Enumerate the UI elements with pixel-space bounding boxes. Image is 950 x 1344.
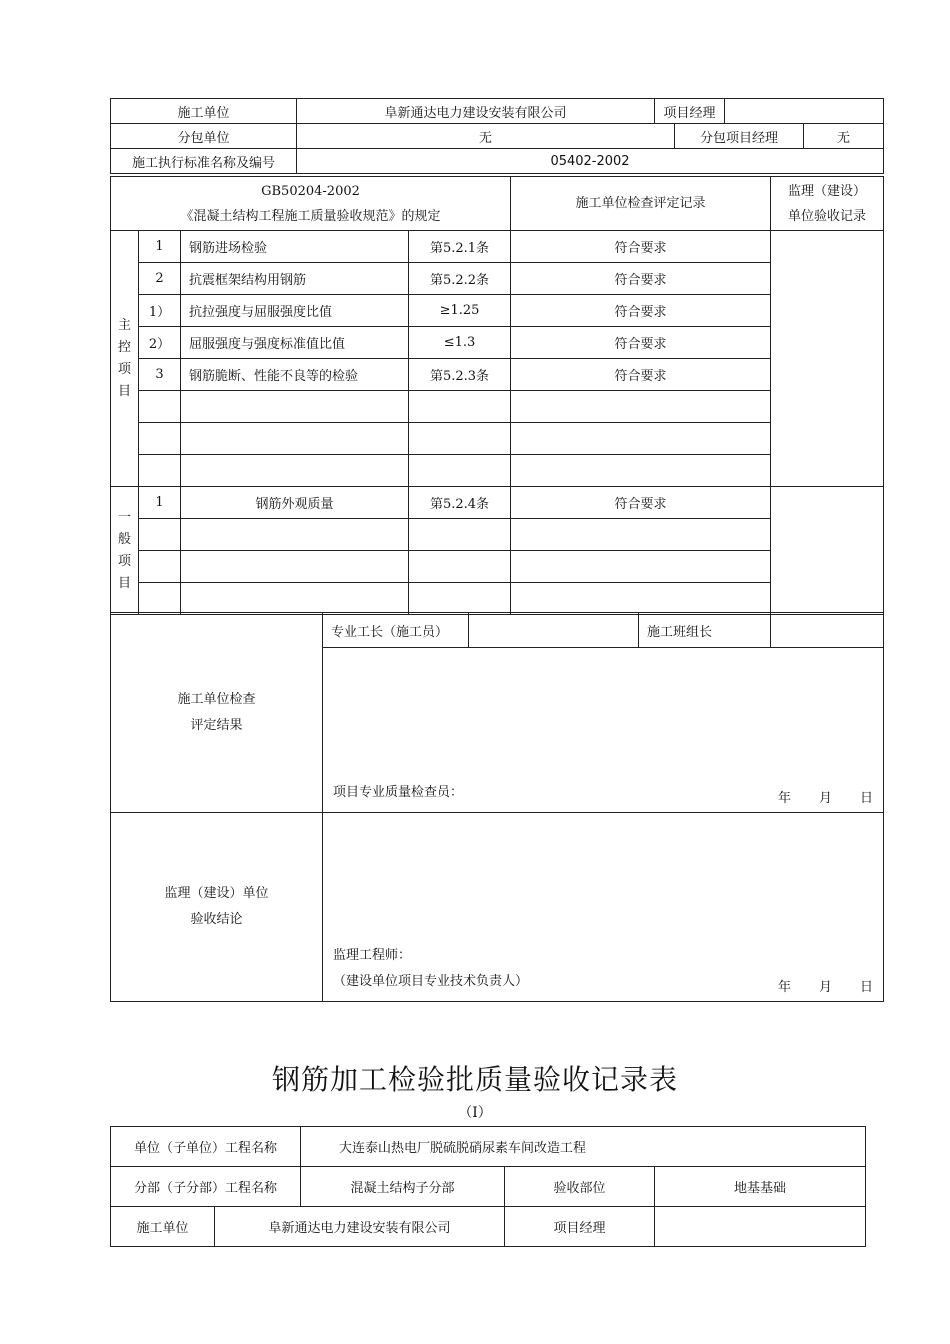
- item-result: 符合要求: [511, 295, 771, 327]
- group-char: 目: [117, 383, 131, 399]
- check-result-line1: 施工单位检查: [177, 691, 256, 707]
- location-value: 地基基础: [655, 1167, 866, 1207]
- item-clause: 第5.2.3条: [409, 359, 511, 391]
- item-name: 抗拉强度与屈服强度比值: [181, 295, 409, 327]
- item-name: 钢筋脆断、性能不良等的检验: [181, 359, 409, 391]
- table-row: [111, 359, 884, 391]
- item-name: 钢筋外观质量: [181, 487, 409, 519]
- foreman-value: [469, 613, 639, 648]
- item-name: 钢筋进场检验: [181, 231, 409, 263]
- item-clause: 第5.2.4条: [409, 487, 511, 519]
- supervisor-record-line2: 单位验收记录: [788, 208, 867, 224]
- table-row: [111, 263, 884, 295]
- table-row-empty: [111, 455, 884, 487]
- team-leader-value: [771, 613, 884, 648]
- supervisor-record-header: [771, 177, 884, 231]
- date-day: 日: [859, 980, 873, 995]
- group-char: 主: [117, 317, 131, 333]
- check-record-header: 施工单位检查评定记录: [511, 177, 771, 231]
- group-char: 项: [117, 553, 131, 569]
- part-value: 混凝土结构子分部: [301, 1167, 505, 1207]
- item-result: 符合要求: [511, 231, 771, 263]
- date-month: 月: [818, 980, 832, 995]
- engineer-label: 监理工程师：: [333, 948, 412, 963]
- group-char: 项: [117, 361, 131, 377]
- sub-pm-label: 分包项目经理: [675, 124, 804, 149]
- item-name: 抗震框架结构用钢筋: [181, 263, 409, 295]
- item-name: 屈服强度与强度标准值比值: [181, 327, 409, 359]
- table-row: [111, 327, 884, 359]
- table-row-empty: [111, 391, 884, 423]
- check-result-line2: 评定结果: [190, 717, 243, 733]
- item-clause: 第5.2.2条: [409, 263, 511, 295]
- table-row-empty: [111, 423, 884, 455]
- item-no: 1: [139, 487, 181, 519]
- second-form-subtitle: （Ⅰ）: [458, 1105, 492, 1121]
- spec-name: 《混凝土结构工程施工质量验收规范》的规定: [180, 208, 441, 224]
- check-result-content: [323, 648, 884, 813]
- header-table: [110, 98, 884, 174]
- location-label: 验收部位: [505, 1167, 655, 1207]
- item-clause: ≥1.25: [409, 295, 511, 327]
- std-value: 05402-2002: [297, 149, 884, 174]
- part-label: 分部（子分部）工程名称: [111, 1167, 301, 1207]
- group-char: 控: [117, 339, 131, 355]
- unit-label: 单位（子单位）工程名称: [111, 1127, 301, 1167]
- table-row-empty: [111, 519, 884, 551]
- supervisor-date: [750, 976, 873, 995]
- sub-pm-value: 无: [804, 124, 884, 149]
- main-items-group-label: [111, 231, 139, 487]
- table-row-empty: [111, 583, 884, 615]
- item-result: 符合要求: [511, 327, 771, 359]
- item-clause: ≤1.3: [409, 327, 511, 359]
- std-label: 施工执行标准名称及编号: [111, 149, 297, 174]
- signoff-table: [110, 612, 884, 1002]
- sub-value: 无: [297, 124, 675, 149]
- supervisor-conclusion-label: [111, 813, 323, 1002]
- spec-header: [111, 177, 511, 231]
- check-result-label: [111, 613, 323, 813]
- general-items-group-label: [111, 487, 139, 615]
- pm-label-2: 项目经理: [505, 1207, 655, 1247]
- group-char: 目: [117, 575, 131, 591]
- table-row: [111, 231, 884, 263]
- supervisor-conclusion-content: [323, 813, 884, 1002]
- team-leader-label: 施工班组长: [639, 613, 771, 648]
- item-clause: 第5.2.1条: [409, 231, 511, 263]
- unit-value: 大连泰山热电厂脱硫脱硝尿素车间改造工程: [301, 1127, 866, 1167]
- date-year: 年: [777, 980, 791, 995]
- second-form-table: [110, 1126, 866, 1247]
- table-row-empty: [111, 551, 884, 583]
- items-table: [110, 176, 884, 615]
- item-result: 符合要求: [511, 263, 771, 295]
- second-form-title: 钢筋加工检验批质量验收记录表: [271, 1063, 678, 1096]
- inspector-label: 项目专业质量检查员：: [333, 785, 464, 800]
- table-row: [111, 295, 884, 327]
- constructor-value-2: 阜新通达电力建设安装有限公司: [215, 1207, 505, 1247]
- pm-value: [725, 99, 884, 124]
- date-day: 日: [859, 791, 873, 806]
- spec-code: GB50204-2002: [261, 183, 360, 199]
- item-no: 1）: [139, 295, 181, 327]
- date-month: 月: [818, 791, 832, 806]
- constructor-value: 阜新通达电力建设安装有限公司: [297, 99, 655, 124]
- foreman-label: 专业工长（施工员）: [323, 613, 469, 648]
- supervisor-line1: 监理（建设）单位: [164, 886, 269, 901]
- constructor-label-2: 施工单位: [111, 1207, 215, 1247]
- item-result: 符合要求: [511, 487, 771, 519]
- general-supervisor-cell: [771, 487, 884, 615]
- date-year: 年: [777, 791, 791, 806]
- item-no: 2）: [139, 327, 181, 359]
- pm-value-2: [655, 1207, 866, 1247]
- pm-label: 项目经理: [655, 99, 725, 124]
- main-supervisor-cell: [771, 231, 884, 487]
- owner-label: （建设单位项目专业技术负责人）: [333, 974, 529, 989]
- table-row: [111, 487, 884, 519]
- group-char: 般: [117, 531, 131, 547]
- supervisor-record-line1: 监理（建设）: [788, 183, 867, 199]
- supervisor-line2: 验收结论: [190, 912, 243, 927]
- item-result: 符合要求: [511, 359, 771, 391]
- item-no: 2: [139, 263, 181, 295]
- inspector-date: [750, 787, 873, 806]
- item-no: 3: [139, 359, 181, 391]
- sub-label: 分包单位: [111, 124, 297, 149]
- group-char: 一: [117, 509, 131, 525]
- constructor-label: 施工单位: [111, 99, 297, 124]
- item-no: 1: [139, 231, 181, 263]
